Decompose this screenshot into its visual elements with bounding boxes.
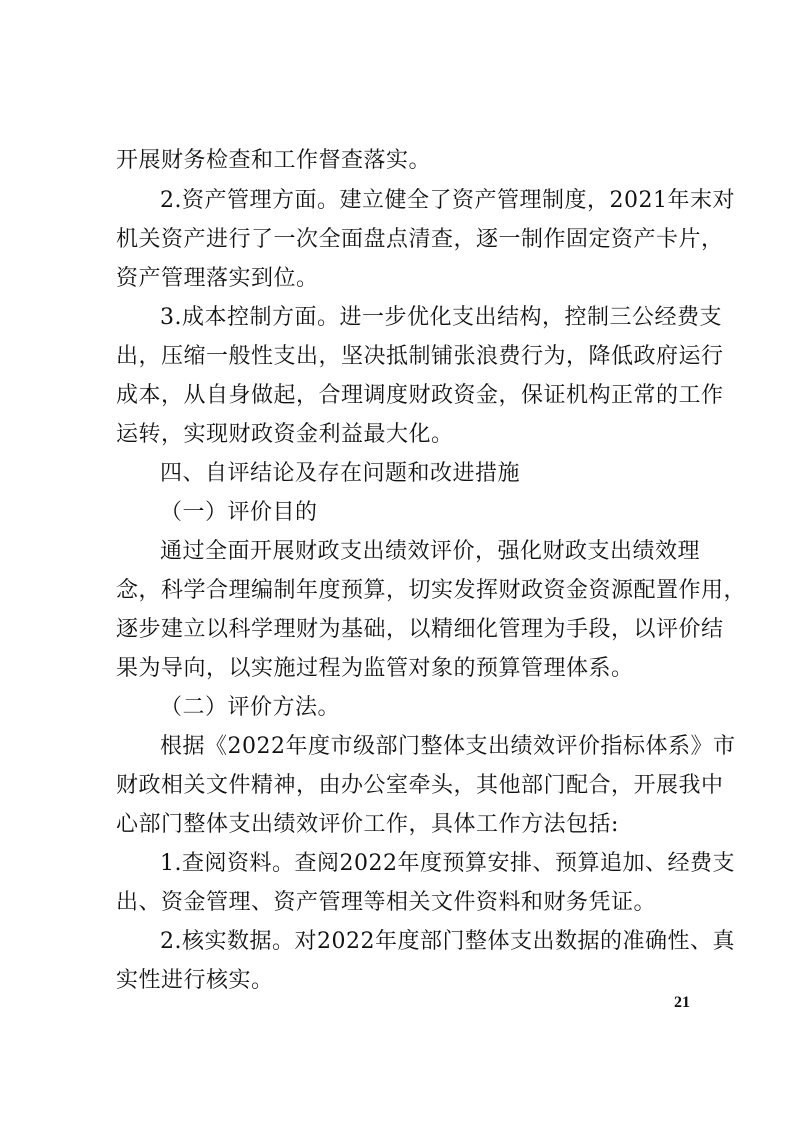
text-line-12: 念，科学合理编制年度预算，切实发挥财政资金资源配置作用， (116, 578, 747, 603)
text-line-17: 财政相关文件精神，由办公室牵头，其他部门配合，开展我中 (116, 773, 724, 798)
section-heading-4: 四、自评结论及存在问题和改进措施 (160, 461, 521, 486)
subheading-evaluation-method: （二）评价方法。 (160, 695, 341, 720)
text-line-1: 开展财务检查和工作督查落实。 (116, 148, 432, 173)
text-line-16: 根据《2022年度市级部门整体支出绩效评价指标体系》市 (160, 734, 736, 759)
page-number: 21 (674, 994, 690, 1011)
text-line-5: 3.成本控制方面。进一步优化支出结构，控制三公经费支 (160, 305, 722, 330)
text-line-8: 运转，实现财政资金利益最大化。 (116, 422, 454, 447)
text-line-19: 1.查阅资料。查阅2022年度预算安排、预算追加、经费支 (160, 851, 735, 876)
text-line-20: 出、资金管理、资产管理等相关文件资料和财务凭证。 (116, 890, 657, 915)
subheading-evaluation-purpose: （一）评价目的 (160, 500, 318, 525)
text-line-13: 逐步建立以科学理财为基础，以精细化管理为手段，以评价结 (116, 617, 724, 642)
text-line-14: 果为导向，以实施过程为监管对象的预算管理体系。 (116, 656, 634, 681)
text-line-22: 实性进行核实。 (116, 968, 274, 993)
text-line-2: 2.资产管理方面。建立健全了资产管理制度，2021年末对 (160, 188, 735, 213)
text-line-18: 心部门整体支出绩效评价工作，具体工作方法包括: (116, 812, 619, 837)
text-line-3: 机关资产进行了一次全面盘点清查，逐一制作固定资产卡片， (116, 227, 724, 252)
text-line-6: 出，压缩一般性支出，坚决抵制铺张浪费行为，降低政府运行 (116, 344, 724, 369)
text-line-11: 通过全面开展财政支出绩效评价，强化财政支出绩效理 (160, 539, 701, 564)
text-line-4: 资产管理落实到位。 (116, 266, 319, 291)
text-line-7: 成本，从自身做起，合理调度财政资金，保证机构正常的工作 (116, 383, 724, 408)
text-line-21: 2.核实数据。对2022年度部门整体支出数据的准确性、真 (160, 929, 735, 954)
